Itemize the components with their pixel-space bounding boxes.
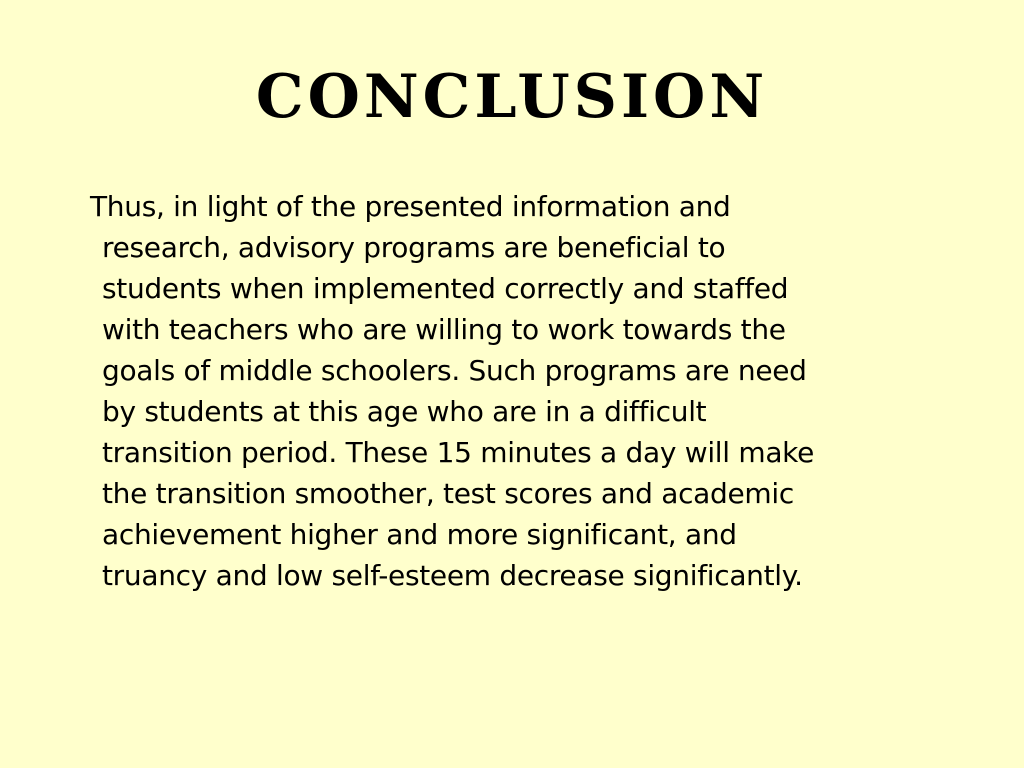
paragraph-line: the transition smoother, test scores and academic	[102, 477, 794, 510]
paragraph-line: transition period. These 15 minutes a day will make	[102, 436, 815, 469]
paragraph-line: truancy and low self-esteem decrease significantly.	[102, 559, 803, 592]
paragraph-line: students when implemented correctly and staffed	[102, 272, 789, 305]
slide-title: CONCLUSION	[255, 62, 769, 132]
paragraph-line: goals of middle schoolers. Such programs are need	[102, 354, 807, 387]
paragraph-line: by students at this age who are in a difficult	[102, 395, 707, 428]
paragraph-line: Thus, in light of the presented information and	[90, 190, 731, 223]
conclusion-paragraph	[90, 186, 960, 596]
paragraph-line: with teachers who are willing to work towards the	[102, 313, 786, 346]
paragraph-line: research, advisory programs are beneficial to	[102, 231, 726, 264]
paragraph-line: achievement higher and more significant, and	[102, 518, 737, 551]
